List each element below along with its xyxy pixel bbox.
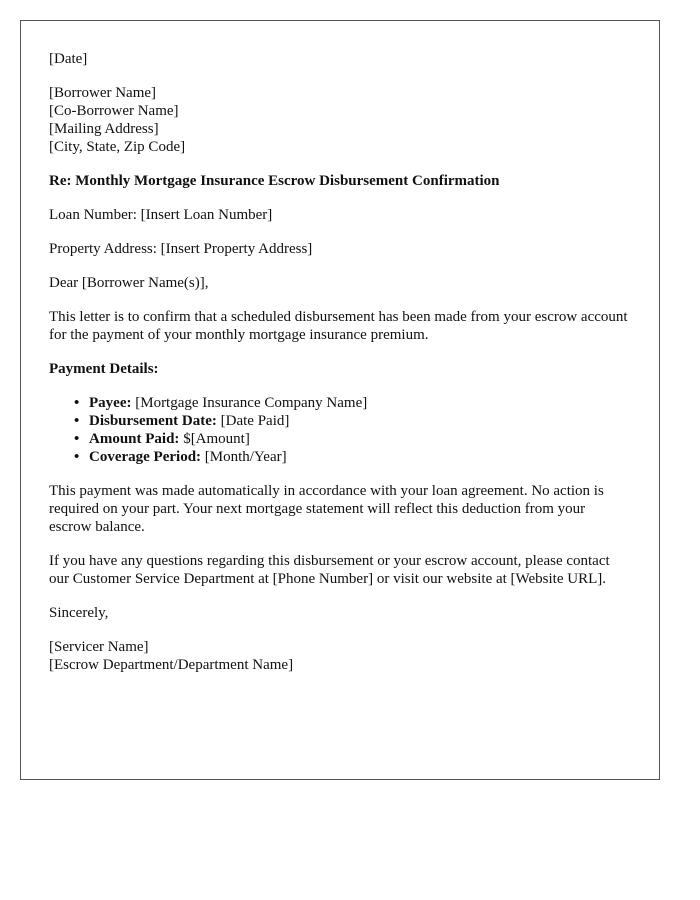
city-state-zip: [City, State, Zip Code] xyxy=(49,139,186,155)
mailing-address: [Mailing Address] xyxy=(49,121,159,137)
payee-value: [Mortgage Insurance Company Name] xyxy=(131,395,368,411)
date-text: [Date] xyxy=(49,51,88,67)
property-address: Property Address: [Insert Property Address] xyxy=(49,241,313,257)
disbursement-date-label: Disbursement Date: xyxy=(89,413,217,429)
signature-block xyxy=(49,638,631,674)
co-borrower-name: [Co-Borrower Name] xyxy=(49,103,179,119)
contact-paragraph: If you have any questions regarding this disbursement or your escrow account, please contact our Customer Service Department at [Phone Number] or visit our website at [Website URL]. xyxy=(49,553,610,587)
loan-number: Loan Number: [Insert Loan Number] xyxy=(49,207,273,223)
coverage-period-label: Coverage Period: xyxy=(89,449,202,465)
subject-line: Re: Monthly Mortgage Insurance Escrow Disbursement Confirmation xyxy=(49,173,500,189)
coverage-period-value: [Month/Year] xyxy=(201,449,287,465)
payment-details-heading: Payment Details: xyxy=(49,361,159,377)
amount-paid-value: $[Amount] xyxy=(179,431,250,447)
servicer-name: [Servicer Name] xyxy=(49,639,149,655)
payee-label: Payee: xyxy=(89,395,132,411)
letter-date xyxy=(49,50,631,68)
payment-details-list xyxy=(49,394,631,466)
bullet-icon: • xyxy=(74,449,80,465)
bullet-icon: • xyxy=(74,431,80,447)
letter-page xyxy=(20,20,660,780)
disbursement-date-value: [Date Paid] xyxy=(216,413,290,429)
list-item xyxy=(74,394,631,412)
bullet-icon: • xyxy=(74,395,80,411)
closing: Sincerely, xyxy=(49,605,109,621)
amount-paid-label: Amount Paid: xyxy=(89,431,180,447)
bullet-icon: • xyxy=(74,413,80,429)
recipient-address xyxy=(49,84,631,156)
body-paragraph: This payment was made automatically in accordance with your loan agreement. No action is required on your part. Your next mortgage statement will reflect this deduction from your escrow balance. xyxy=(49,483,604,535)
borrower-name: [Borrower Name] xyxy=(49,85,157,101)
list-item xyxy=(74,430,631,448)
salutation: Dear [Borrower Name(s)], xyxy=(49,275,209,291)
list-item xyxy=(74,448,631,466)
intro-paragraph: This letter is to confirm that a scheduled disbursement has been made from your escrow account for the payment of your monthly mortgage insurance premium. xyxy=(49,309,628,343)
department-name: [Escrow Department/Department Name] xyxy=(49,657,294,673)
list-item xyxy=(74,412,631,430)
